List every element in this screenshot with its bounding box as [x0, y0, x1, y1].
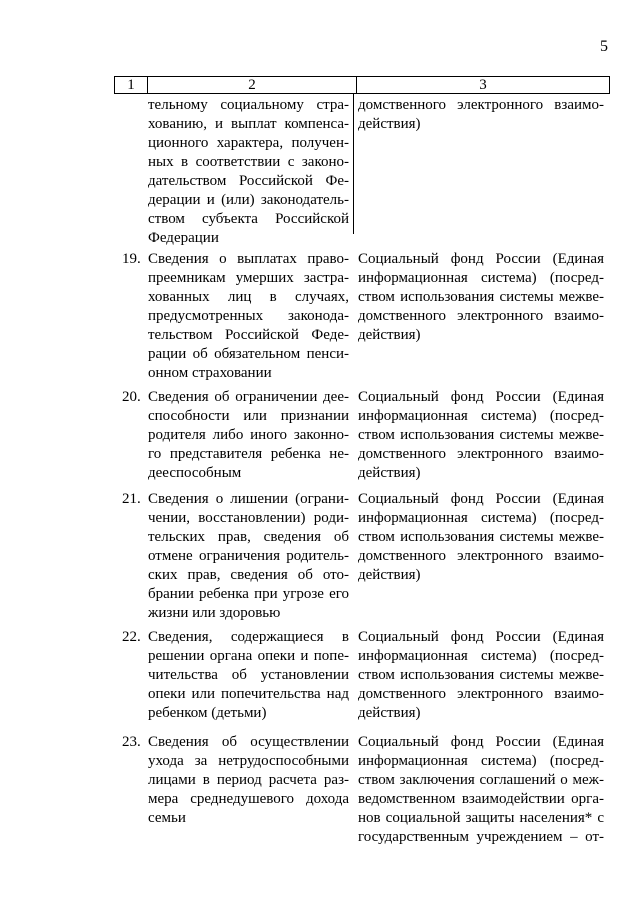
text-line: ских прав, сведения об ото-: [148, 567, 349, 583]
text-line: Социальный фонд России (Единая: [358, 491, 604, 507]
header-col-3: 3: [479, 77, 487, 93]
text-line: чительства об установлении: [148, 667, 349, 683]
row-23-col3: [358, 733, 604, 847]
text-line: Сведения о лишении (ограни-: [148, 491, 349, 507]
text-line: Социальный фонд России (Единая: [358, 734, 604, 750]
text-line: действия): [358, 465, 421, 481]
text-line: тельному социальному стра-: [148, 97, 349, 113]
text-line: информационная система) (посред-: [358, 648, 604, 664]
text-line: Сведения об осуществлении: [148, 734, 349, 750]
text-line: Социальный фонд России (Единая: [358, 389, 604, 405]
text-line: хованных лиц в случаях,: [148, 289, 349, 305]
row-22-col3: [358, 628, 604, 723]
continuation-col3: [358, 96, 604, 134]
text-line: опеки или попечительства над: [148, 686, 349, 702]
text-line: домственного электронного взаимо-: [358, 686, 604, 702]
text-line: домственного электронного взаимо-: [358, 446, 604, 462]
text-line: ством использования системы межве-: [358, 529, 604, 545]
text-line: информационная система) (посред-: [358, 510, 604, 526]
text-line: информационная система) (посред-: [358, 270, 604, 286]
text-line: Сведения, содержащиеся в: [148, 629, 349, 645]
text-line: ных в соответствии с законо-: [148, 154, 349, 170]
text-line: государственным учреждением – от-: [358, 829, 604, 845]
text-line: Федерации: [148, 230, 219, 246]
text-line: ством использования системы межве-: [358, 427, 604, 443]
text-line: ухода за нетрудоспособными: [148, 753, 349, 769]
text-line: рации об обязательном пенси-: [148, 346, 349, 362]
text-line: ведомственном взаимодействии орга-: [358, 791, 604, 807]
text-line: мера среднедушевого дохода: [148, 791, 349, 807]
text-line: отмене ограничения родитель-: [148, 548, 349, 564]
page-number: 5: [600, 38, 608, 55]
row-number: 20.: [122, 389, 141, 405]
text-line: ционного характера, получен-: [148, 135, 349, 151]
row-20-col2: [148, 388, 349, 483]
text-line: лицами в период расчета раз-: [148, 772, 349, 788]
text-line: ством заключения соглашений о меж-: [358, 772, 604, 788]
text-line: нов социальной защиты населения* с: [358, 810, 604, 826]
text-line: жизни или здоровью: [148, 605, 281, 621]
text-line: брании ребенка при угрозе его: [148, 586, 349, 602]
header-col-1: 1: [115, 77, 148, 93]
row-19-col2: [148, 250, 349, 383]
row-number: 22.: [122, 629, 141, 645]
text-line: родителя либо иного законно-: [148, 427, 349, 443]
text-line: дееспособным: [148, 465, 242, 481]
text-line: информационная система) (посред-: [358, 408, 604, 424]
row-number: 23.: [122, 734, 141, 750]
row-number: 21.: [122, 491, 141, 507]
text-line: информационная система) (посред-: [358, 753, 604, 769]
text-line: домственного электронного взаимо-: [358, 548, 604, 564]
text-line: действия): [358, 116, 421, 132]
text-line: действия): [358, 567, 421, 583]
text-line: Социальный фонд России (Единая: [358, 251, 604, 267]
text-line: ребенком (детьми): [148, 705, 267, 721]
text-line: ством использования системы межве-: [358, 667, 604, 683]
column-divider: [353, 94, 354, 234]
text-line: семьи: [148, 810, 186, 826]
text-line: решении органа опеки и попе-: [148, 648, 349, 664]
text-line: тельством Российской Феде-: [148, 327, 349, 343]
text-line: действия): [358, 705, 421, 721]
text-line: дерации и (или) законодатель-: [148, 192, 349, 208]
text-line: го представителя ребенка не-: [148, 446, 349, 462]
row-19-col3: [358, 250, 604, 345]
text-line: дательством Российской Фе-: [148, 173, 349, 189]
text-line: ством субъекта Российской: [148, 211, 349, 227]
row-23-col2: [148, 733, 349, 828]
continuation-col2: [148, 96, 349, 248]
row-20-col3: [358, 388, 604, 483]
text-line: Сведения об ограничении дее-: [148, 389, 349, 405]
text-line: способности или признании: [148, 408, 349, 424]
text-line: предусмотренных законода-: [148, 308, 349, 324]
text-line: действия): [358, 327, 421, 343]
table-header: [114, 76, 610, 94]
row-21-col3: [358, 490, 604, 585]
text-line: Сведения о выплатах право-: [148, 251, 349, 267]
text-line: Социальный фонд России (Единая: [358, 629, 604, 645]
row-21-col2: [148, 490, 349, 623]
text-line: хованию, и выплат компенса-: [148, 116, 349, 132]
header-col-2: 2: [148, 77, 357, 93]
text-line: домственного электронного взаимо-: [358, 97, 604, 113]
text-line: онном страховании: [148, 365, 272, 381]
text-line: ством использования системы межве-: [358, 289, 604, 305]
text-line: чении, восстановлении) роди-: [148, 510, 349, 526]
row-22-col2: [148, 628, 349, 723]
text-line: тельских прав, сведения об: [148, 529, 349, 545]
text-line: преемникам умерших застра-: [148, 270, 349, 286]
text-line: домственного электронного взаимо-: [358, 308, 604, 324]
row-number: 19.: [122, 251, 141, 267]
